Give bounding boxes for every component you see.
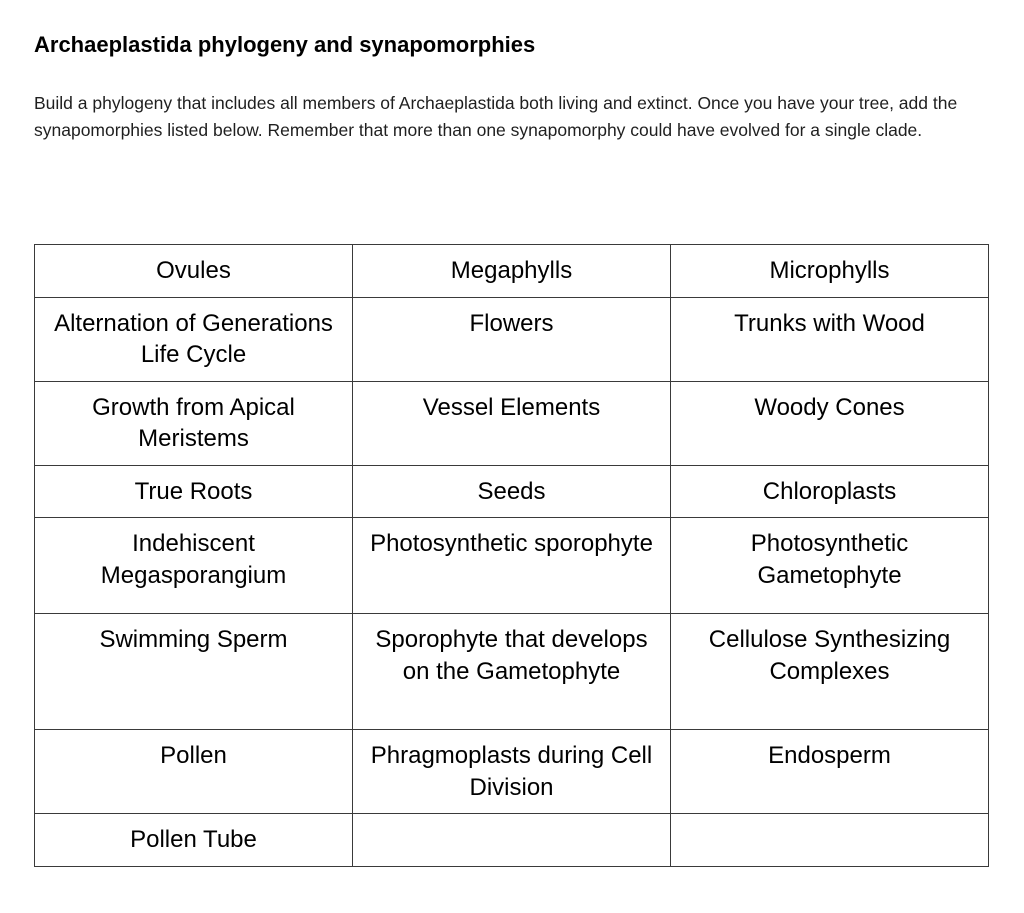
table-cell: Pollen <box>35 730 353 814</box>
table-row <box>35 518 989 614</box>
table-cell: True Roots <box>35 465 353 518</box>
table-row <box>35 381 989 465</box>
table-cell: Cellulose Synthesizing Complexes <box>671 614 989 730</box>
table-cell: Pollen Tube <box>35 814 353 867</box>
table-cell: Ovules <box>35 245 353 298</box>
table-cell-empty <box>353 814 671 867</box>
page-title: Archaeplastida phylogeny and synapomorphies <box>34 32 536 57</box>
table-cell: Megaphylls <box>353 245 671 298</box>
table-cell: Phragmoplasts during Cell Division <box>353 730 671 814</box>
table-cell: Endosperm <box>671 730 989 814</box>
table-cell: Photosynthetic Gametophyte <box>671 518 989 614</box>
table-cell: Chloroplasts <box>671 465 989 518</box>
table-row <box>35 297 989 381</box>
table-cell: Microphylls <box>671 245 989 298</box>
table-row <box>35 814 989 867</box>
instructions-paragraph: Build a phylogeny that includes all members of Archaeplastida both living and extinct. Once you have your tree, add the synapomorphies listed below. Remember that more than one synapomorphy could have evolved for a single clade. <box>34 93 958 140</box>
table-cell: Seeds <box>353 465 671 518</box>
table-cell: Alternation of Generations Life Cycle <box>35 297 353 381</box>
table-cell: Vessel Elements <box>353 381 671 465</box>
table-cell: Woody Cones <box>671 381 989 465</box>
table-cell: Growth from Apical Meristems <box>35 381 353 465</box>
table-row <box>35 614 989 730</box>
table-row <box>35 465 989 518</box>
table-cell: Photosynthetic sporophyte <box>353 518 671 614</box>
table-cell: Swimming Sperm <box>35 614 353 730</box>
synapomorphies-table <box>34 244 989 867</box>
table-row <box>35 245 989 298</box>
table-row <box>35 730 989 814</box>
table-cell: Indehiscent Megasporangium <box>35 518 353 614</box>
table-cell-empty <box>671 814 989 867</box>
table-cell: Sporophyte that develops on the Gametophyte <box>353 614 671 730</box>
table-cell: Flowers <box>353 297 671 381</box>
table-cell: Trunks with Wood <box>671 297 989 381</box>
